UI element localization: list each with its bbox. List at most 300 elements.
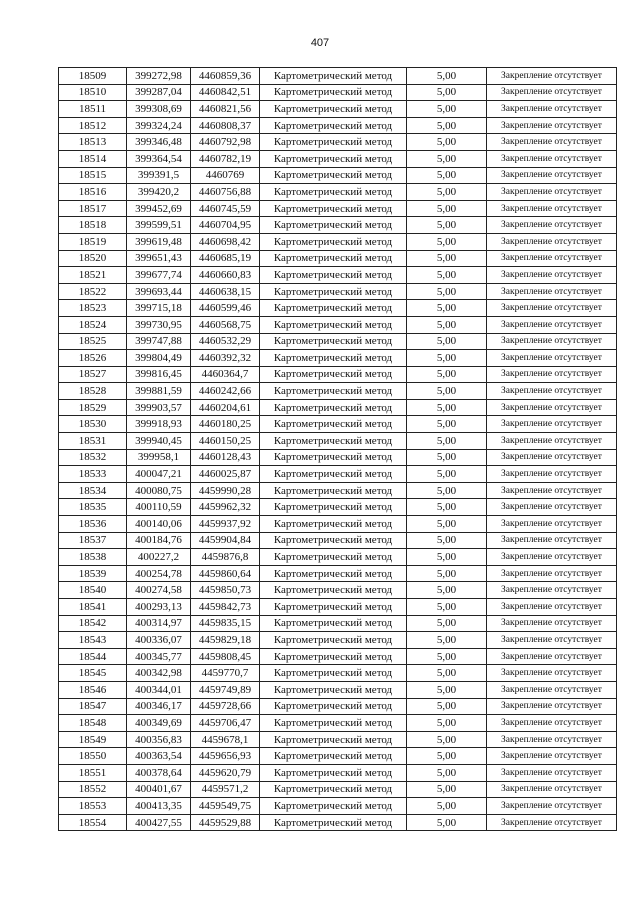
point-number-cell: 18546 xyxy=(59,681,127,698)
accuracy-cell: 5,00 xyxy=(407,715,487,732)
y-coordinate-cell: 4459842,73 xyxy=(191,599,260,616)
y-coordinate-cell: 4460782,19 xyxy=(191,150,260,167)
x-coordinate-cell: 400047,21 xyxy=(127,466,191,483)
table-row xyxy=(59,416,617,433)
method-cell: Картометрический метод xyxy=(260,648,407,665)
table-row xyxy=(59,366,617,383)
accuracy-cell: 5,00 xyxy=(407,233,487,250)
point-number-cell: 18554 xyxy=(59,814,127,831)
point-number-cell: 18517 xyxy=(59,200,127,217)
point-number-cell: 18547 xyxy=(59,698,127,715)
point-number-cell: 18512 xyxy=(59,117,127,134)
x-coordinate-cell: 399391,5 xyxy=(127,167,191,184)
point-number-cell: 18536 xyxy=(59,516,127,533)
fixation-cell: Закрепление отсутствует xyxy=(487,565,617,582)
y-coordinate-cell: 4459937,92 xyxy=(191,516,260,533)
x-coordinate-cell: 400080,75 xyxy=(127,482,191,499)
method-cell: Картометрический метод xyxy=(260,217,407,234)
accuracy-cell: 5,00 xyxy=(407,466,487,483)
method-cell: Картометрический метод xyxy=(260,565,407,582)
x-coordinate-cell: 400293,13 xyxy=(127,599,191,616)
fixation-cell: Закрепление отсутствует xyxy=(487,615,617,632)
y-coordinate-cell: 4460821,56 xyxy=(191,101,260,118)
table-row xyxy=(59,333,617,350)
accuracy-cell: 5,00 xyxy=(407,283,487,300)
accuracy-cell: 5,00 xyxy=(407,316,487,333)
x-coordinate-cell: 399715,18 xyxy=(127,300,191,317)
y-coordinate-cell: 4460599,46 xyxy=(191,300,260,317)
accuracy-cell: 5,00 xyxy=(407,632,487,649)
point-number-cell: 18522 xyxy=(59,283,127,300)
method-cell: Картометрический метод xyxy=(260,250,407,267)
point-number-cell: 18525 xyxy=(59,333,127,350)
x-coordinate-cell: 400227,2 xyxy=(127,549,191,566)
table-row xyxy=(59,200,617,217)
method-cell: Картометрический метод xyxy=(260,532,407,549)
table-row xyxy=(59,233,617,250)
point-number-cell: 18526 xyxy=(59,350,127,367)
method-cell: Картометрический метод xyxy=(260,200,407,217)
table-row xyxy=(59,499,617,516)
fixation-cell: Закрепление отсутствует xyxy=(487,167,617,184)
table-row xyxy=(59,748,617,765)
fixation-cell: Закрепление отсутствует xyxy=(487,316,617,333)
method-cell: Картометрический метод xyxy=(260,798,407,815)
y-coordinate-cell: 4459808,45 xyxy=(191,648,260,665)
accuracy-cell: 5,00 xyxy=(407,615,487,632)
x-coordinate-cell: 399816,45 xyxy=(127,366,191,383)
y-coordinate-cell: 4460698,42 xyxy=(191,233,260,250)
point-number-cell: 18510 xyxy=(59,84,127,101)
method-cell: Картометрический метод xyxy=(260,68,407,85)
table-row xyxy=(59,167,617,184)
accuracy-cell: 5,00 xyxy=(407,134,487,151)
accuracy-cell: 5,00 xyxy=(407,648,487,665)
method-cell: Картометрический метод xyxy=(260,333,407,350)
method-cell: Картометрический метод xyxy=(260,283,407,300)
y-coordinate-cell: 4459706,47 xyxy=(191,715,260,732)
y-coordinate-cell: 4460792,98 xyxy=(191,134,260,151)
x-coordinate-cell: 399651,43 xyxy=(127,250,191,267)
y-coordinate-cell: 4460568,75 xyxy=(191,316,260,333)
point-number-cell: 18518 xyxy=(59,217,127,234)
y-coordinate-cell: 4460756,88 xyxy=(191,184,260,201)
fixation-cell: Закрепление отсутствует xyxy=(487,250,617,267)
accuracy-cell: 5,00 xyxy=(407,681,487,698)
table-row xyxy=(59,632,617,649)
method-cell: Картометрический метод xyxy=(260,814,407,831)
x-coordinate-cell: 399804,49 xyxy=(127,350,191,367)
y-coordinate-cell: 4459749,89 xyxy=(191,681,260,698)
point-number-cell: 18511 xyxy=(59,101,127,118)
table-row xyxy=(59,84,617,101)
accuracy-cell: 5,00 xyxy=(407,499,487,516)
table-row xyxy=(59,399,617,416)
accuracy-cell: 5,00 xyxy=(407,84,487,101)
y-coordinate-cell: 4460685,19 xyxy=(191,250,260,267)
y-coordinate-cell: 4460532,29 xyxy=(191,333,260,350)
x-coordinate-cell: 399903,57 xyxy=(127,399,191,416)
table-row xyxy=(59,316,617,333)
accuracy-cell: 5,00 xyxy=(407,582,487,599)
point-number-cell: 18509 xyxy=(59,68,127,85)
x-coordinate-cell: 399599,51 xyxy=(127,217,191,234)
table-row xyxy=(59,482,617,499)
y-coordinate-cell: 4460128,43 xyxy=(191,449,260,466)
x-coordinate-cell: 400378,64 xyxy=(127,764,191,781)
x-coordinate-cell: 400342,98 xyxy=(127,665,191,682)
point-number-cell: 18543 xyxy=(59,632,127,649)
point-number-cell: 18542 xyxy=(59,615,127,632)
method-cell: Картометрический метод xyxy=(260,731,407,748)
y-coordinate-cell: 4459829,18 xyxy=(191,632,260,649)
point-number-cell: 18541 xyxy=(59,599,127,616)
x-coordinate-cell: 399619,48 xyxy=(127,233,191,250)
x-coordinate-cell: 399452,69 xyxy=(127,200,191,217)
table-row xyxy=(59,250,617,267)
table-row xyxy=(59,184,617,201)
accuracy-cell: 5,00 xyxy=(407,748,487,765)
accuracy-cell: 5,00 xyxy=(407,267,487,284)
accuracy-cell: 5,00 xyxy=(407,549,487,566)
fixation-cell: Закрепление отсутствует xyxy=(487,283,617,300)
point-number-cell: 18537 xyxy=(59,532,127,549)
y-coordinate-cell: 4460704,95 xyxy=(191,217,260,234)
fixation-cell: Закрепление отсутствует xyxy=(487,150,617,167)
accuracy-cell: 5,00 xyxy=(407,599,487,616)
table-row xyxy=(59,599,617,616)
y-coordinate-cell: 4460180,25 xyxy=(191,416,260,433)
fixation-cell: Закрепление отсутствует xyxy=(487,383,617,400)
accuracy-cell: 5,00 xyxy=(407,433,487,450)
method-cell: Картометрический метод xyxy=(260,399,407,416)
accuracy-cell: 5,00 xyxy=(407,184,487,201)
fixation-cell: Закрепление отсутствует xyxy=(487,549,617,566)
fixation-cell: Закрепление отсутствует xyxy=(487,482,617,499)
point-number-cell: 18528 xyxy=(59,383,127,400)
x-coordinate-cell: 399693,44 xyxy=(127,283,191,300)
fixation-cell: Закрепление отсутствует xyxy=(487,101,617,118)
method-cell: Картометрический метод xyxy=(260,632,407,649)
fixation-cell: Закрепление отсутствует xyxy=(487,416,617,433)
method-cell: Картометрический метод xyxy=(260,615,407,632)
page-number: 407 xyxy=(310,37,330,49)
table-row xyxy=(59,764,617,781)
point-number-cell: 18553 xyxy=(59,798,127,815)
point-number-cell: 18514 xyxy=(59,150,127,167)
x-coordinate-cell: 400336,07 xyxy=(127,632,191,649)
table-row xyxy=(59,449,617,466)
y-coordinate-cell: 4459770,7 xyxy=(191,665,260,682)
x-coordinate-cell: 399940,45 xyxy=(127,433,191,450)
fixation-cell: Закрепление отсутствует xyxy=(487,117,617,134)
table-row xyxy=(59,532,617,549)
accuracy-cell: 5,00 xyxy=(407,366,487,383)
method-cell: Картометрический метод xyxy=(260,416,407,433)
x-coordinate-cell: 400344,01 xyxy=(127,681,191,698)
method-cell: Картометрический метод xyxy=(260,150,407,167)
y-coordinate-cell: 4460392,32 xyxy=(191,350,260,367)
table-row xyxy=(59,267,617,284)
y-coordinate-cell: 4459876,8 xyxy=(191,549,260,566)
point-number-cell: 18548 xyxy=(59,715,127,732)
fixation-cell: Закрепление отсутствует xyxy=(487,764,617,781)
fixation-cell: Закрепление отсутствует xyxy=(487,731,617,748)
point-number-cell: 18532 xyxy=(59,449,127,466)
accuracy-cell: 5,00 xyxy=(407,731,487,748)
table-row xyxy=(59,814,617,831)
x-coordinate-cell: 400356,83 xyxy=(127,731,191,748)
point-number-cell: 18530 xyxy=(59,416,127,433)
fixation-cell: Закрепление отсутствует xyxy=(487,84,617,101)
point-number-cell: 18515 xyxy=(59,167,127,184)
method-cell: Картометрический метод xyxy=(260,715,407,732)
point-number-cell: 18527 xyxy=(59,366,127,383)
y-coordinate-cell: 4459860,64 xyxy=(191,565,260,582)
y-coordinate-cell: 4459850,73 xyxy=(191,582,260,599)
method-cell: Картометрический метод xyxy=(260,300,407,317)
y-coordinate-cell: 4459549,75 xyxy=(191,798,260,815)
method-cell: Картометрический метод xyxy=(260,466,407,483)
method-cell: Картометрический метод xyxy=(260,516,407,533)
fixation-cell: Закрепление отсутствует xyxy=(487,665,617,682)
method-cell: Картометрический метод xyxy=(260,482,407,499)
x-coordinate-cell: 399287,04 xyxy=(127,84,191,101)
point-number-cell: 18519 xyxy=(59,233,127,250)
table-row xyxy=(59,117,617,134)
point-number-cell: 18539 xyxy=(59,565,127,582)
point-number-cell: 18529 xyxy=(59,399,127,416)
y-coordinate-cell: 4460150,25 xyxy=(191,433,260,450)
method-cell: Картометрический метод xyxy=(260,781,407,798)
accuracy-cell: 5,00 xyxy=(407,798,487,815)
method-cell: Картометрический метод xyxy=(260,134,407,151)
fixation-cell: Закрепление отсутствует xyxy=(487,350,617,367)
y-coordinate-cell: 4459835,15 xyxy=(191,615,260,632)
table-row xyxy=(59,383,617,400)
table-row xyxy=(59,283,617,300)
table-row xyxy=(59,731,617,748)
method-cell: Картометрический метод xyxy=(260,383,407,400)
accuracy-cell: 5,00 xyxy=(407,167,487,184)
x-coordinate-cell: 399918,93 xyxy=(127,416,191,433)
accuracy-cell: 5,00 xyxy=(407,333,487,350)
x-coordinate-cell: 399272,98 xyxy=(127,68,191,85)
accuracy-cell: 5,00 xyxy=(407,117,487,134)
table-row xyxy=(59,798,617,815)
fixation-cell: Закрепление отсутствует xyxy=(487,681,617,698)
accuracy-cell: 5,00 xyxy=(407,698,487,715)
point-number-cell: 18545 xyxy=(59,665,127,682)
method-cell: Картометрический метод xyxy=(260,233,407,250)
x-coordinate-cell: 400140,06 xyxy=(127,516,191,533)
method-cell: Картометрический метод xyxy=(260,681,407,698)
accuracy-cell: 5,00 xyxy=(407,150,487,167)
point-number-cell: 18521 xyxy=(59,267,127,284)
fixation-cell: Закрепление отсутствует xyxy=(487,748,617,765)
fixation-cell: Закрепление отсутствует xyxy=(487,798,617,815)
point-number-cell: 18513 xyxy=(59,134,127,151)
x-coordinate-cell: 400413,35 xyxy=(127,798,191,815)
table-row xyxy=(59,648,617,665)
table-row xyxy=(59,134,617,151)
y-coordinate-cell: 4460842,51 xyxy=(191,84,260,101)
method-cell: Картометрический метод xyxy=(260,84,407,101)
table-row xyxy=(59,433,617,450)
method-cell: Картометрический метод xyxy=(260,117,407,134)
fixation-cell: Закрепление отсутствует xyxy=(487,466,617,483)
method-cell: Картометрический метод xyxy=(260,350,407,367)
table-row xyxy=(59,549,617,566)
y-coordinate-cell: 4459990,28 xyxy=(191,482,260,499)
table-row xyxy=(59,101,617,118)
accuracy-cell: 5,00 xyxy=(407,68,487,85)
table-row xyxy=(59,615,617,632)
fixation-cell: Закрепление отсутствует xyxy=(487,632,617,649)
coordinates-table-body xyxy=(59,68,617,831)
accuracy-cell: 5,00 xyxy=(407,200,487,217)
y-coordinate-cell: 4460364,7 xyxy=(191,366,260,383)
y-coordinate-cell: 4460808,37 xyxy=(191,117,260,134)
coordinates-table xyxy=(58,67,617,831)
point-number-cell: 18524 xyxy=(59,316,127,333)
fixation-cell: Закрепление отсутствует xyxy=(487,532,617,549)
point-number-cell: 18534 xyxy=(59,482,127,499)
method-cell: Картометрический метод xyxy=(260,549,407,566)
fixation-cell: Закрепление отсутствует xyxy=(487,715,617,732)
x-coordinate-cell: 399747,88 xyxy=(127,333,191,350)
accuracy-cell: 5,00 xyxy=(407,781,487,798)
accuracy-cell: 5,00 xyxy=(407,764,487,781)
method-cell: Картометрический метод xyxy=(260,665,407,682)
table-row xyxy=(59,565,617,582)
fixation-cell: Закрепление отсутствует xyxy=(487,217,617,234)
accuracy-cell: 5,00 xyxy=(407,350,487,367)
method-cell: Картометрический метод xyxy=(260,698,407,715)
point-number-cell: 18540 xyxy=(59,582,127,599)
fixation-cell: Закрепление отсутствует xyxy=(487,516,617,533)
y-coordinate-cell: 4460660,83 xyxy=(191,267,260,284)
y-coordinate-cell: 4459678,1 xyxy=(191,731,260,748)
fixation-cell: Закрепление отсутствует xyxy=(487,184,617,201)
y-coordinate-cell: 4460638,15 xyxy=(191,283,260,300)
table-row xyxy=(59,68,617,85)
point-number-cell: 18544 xyxy=(59,648,127,665)
accuracy-cell: 5,00 xyxy=(407,300,487,317)
accuracy-cell: 5,00 xyxy=(407,399,487,416)
method-cell: Картометрический метод xyxy=(260,366,407,383)
fixation-cell: Закрепление отсутствует xyxy=(487,68,617,85)
y-coordinate-cell: 4460242,66 xyxy=(191,383,260,400)
y-coordinate-cell: 4459904,84 xyxy=(191,532,260,549)
x-coordinate-cell: 399677,74 xyxy=(127,267,191,284)
table-row xyxy=(59,582,617,599)
method-cell: Картометрический метод xyxy=(260,267,407,284)
y-coordinate-cell: 4459962,32 xyxy=(191,499,260,516)
x-coordinate-cell: 400254,78 xyxy=(127,565,191,582)
fixation-cell: Закрепление отсутствует xyxy=(487,366,617,383)
fixation-cell: Закрепление отсутствует xyxy=(487,200,617,217)
x-coordinate-cell: 400345,77 xyxy=(127,648,191,665)
accuracy-cell: 5,00 xyxy=(407,250,487,267)
method-cell: Картометрический метод xyxy=(260,316,407,333)
fixation-cell: Закрепление отсутствует xyxy=(487,449,617,466)
x-coordinate-cell: 400401,67 xyxy=(127,781,191,798)
accuracy-cell: 5,00 xyxy=(407,532,487,549)
y-coordinate-cell: 4460745,59 xyxy=(191,200,260,217)
fixation-cell: Закрепление отсутствует xyxy=(487,300,617,317)
x-coordinate-cell: 399324,24 xyxy=(127,117,191,134)
accuracy-cell: 5,00 xyxy=(407,101,487,118)
accuracy-cell: 5,00 xyxy=(407,516,487,533)
fixation-cell: Закрепление отсутствует xyxy=(487,599,617,616)
x-coordinate-cell: 399420,2 xyxy=(127,184,191,201)
y-coordinate-cell: 4459728,66 xyxy=(191,698,260,715)
table-row xyxy=(59,665,617,682)
fixation-cell: Закрепление отсутствует xyxy=(487,648,617,665)
y-coordinate-cell: 4460859,36 xyxy=(191,68,260,85)
fixation-cell: Закрепление отсутствует xyxy=(487,814,617,831)
method-cell: Картометрический метод xyxy=(260,748,407,765)
method-cell: Картометрический метод xyxy=(260,433,407,450)
point-number-cell: 18550 xyxy=(59,748,127,765)
x-coordinate-cell: 400346,17 xyxy=(127,698,191,715)
fixation-cell: Закрепление отсутствует xyxy=(487,698,617,715)
method-cell: Картометрический метод xyxy=(260,167,407,184)
x-coordinate-cell: 399958,1 xyxy=(127,449,191,466)
accuracy-cell: 5,00 xyxy=(407,449,487,466)
accuracy-cell: 5,00 xyxy=(407,416,487,433)
method-cell: Картометрический метод xyxy=(260,764,407,781)
point-number-cell: 18549 xyxy=(59,731,127,748)
accuracy-cell: 5,00 xyxy=(407,665,487,682)
accuracy-cell: 5,00 xyxy=(407,482,487,499)
x-coordinate-cell: 400427,55 xyxy=(127,814,191,831)
fixation-cell: Закрепление отсутствует xyxy=(487,499,617,516)
y-coordinate-cell: 4459656,93 xyxy=(191,748,260,765)
point-number-cell: 18538 xyxy=(59,549,127,566)
y-coordinate-cell: 4459529,88 xyxy=(191,814,260,831)
method-cell: Картометрический метод xyxy=(260,582,407,599)
table-row xyxy=(59,466,617,483)
point-number-cell: 18523 xyxy=(59,300,127,317)
x-coordinate-cell: 399881,59 xyxy=(127,383,191,400)
table-row xyxy=(59,698,617,715)
fixation-cell: Закрепление отсутствует xyxy=(487,781,617,798)
accuracy-cell: 5,00 xyxy=(407,217,487,234)
method-cell: Картометрический метод xyxy=(260,499,407,516)
x-coordinate-cell: 400274,58 xyxy=(127,582,191,599)
x-coordinate-cell: 400184,76 xyxy=(127,532,191,549)
table-row xyxy=(59,715,617,732)
fixation-cell: Закрепление отсутствует xyxy=(487,399,617,416)
table-row xyxy=(59,781,617,798)
point-number-cell: 18533 xyxy=(59,466,127,483)
table-row xyxy=(59,150,617,167)
x-coordinate-cell: 400110,59 xyxy=(127,499,191,516)
point-number-cell: 18535 xyxy=(59,499,127,516)
method-cell: Картометрический метод xyxy=(260,184,407,201)
table-row xyxy=(59,217,617,234)
x-coordinate-cell: 399364,54 xyxy=(127,150,191,167)
fixation-cell: Закрепление отсутствует xyxy=(487,333,617,350)
table-row xyxy=(59,350,617,367)
point-number-cell: 18520 xyxy=(59,250,127,267)
accuracy-cell: 5,00 xyxy=(407,814,487,831)
point-number-cell: 18516 xyxy=(59,184,127,201)
method-cell: Картометрический метод xyxy=(260,101,407,118)
y-coordinate-cell: 4460204,61 xyxy=(191,399,260,416)
